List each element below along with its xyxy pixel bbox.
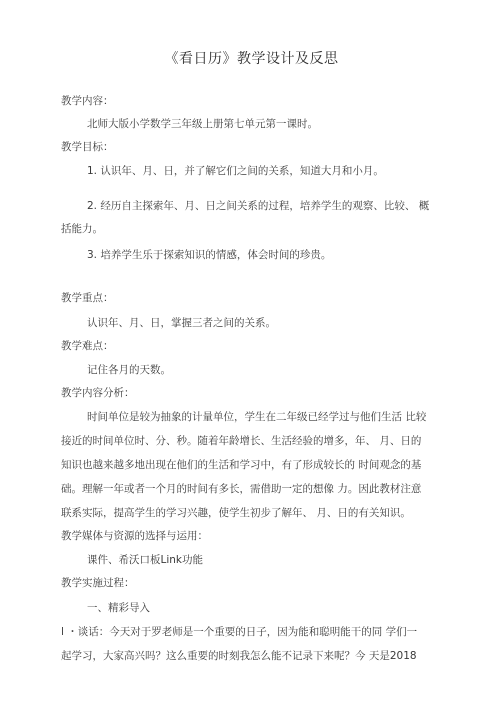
objective-item-2-cont: 括能力。 xyxy=(61,223,103,235)
section-heading-media: 教学媒体与资源的选择与运用： xyxy=(61,530,208,542)
objective-item-1: 1. 认识年、月、日，并了解它们之间的关系，知道大月和小月。 xyxy=(87,165,384,177)
section-heading-analysis: 教学内容分析： xyxy=(61,387,135,399)
section-heading-process: 教学实施过程： xyxy=(61,577,135,589)
paragraph-line: 联系实际，提高学生的学习兴趣，使学生初步了解年、 月、日的有关知识。 xyxy=(61,507,411,519)
paragraph-line: 认识年、月、日，掌握三者之间的关系。 xyxy=(87,317,276,329)
section-heading-difficulty: 教学难点： xyxy=(61,340,114,352)
paragraph-line: 北师大版小学数学三年级上册第七单元第一课时。 xyxy=(87,118,318,130)
subsection-heading: 一、精彩导入 xyxy=(87,602,150,614)
paragraph-line: 接近的时间单位时、分、秒。随着年龄增长、生活经验的增多，年、 月、日的 xyxy=(61,435,422,447)
paragraph-line: 记住各月的天数。 xyxy=(87,364,171,376)
paragraph-line: 知识也越来越多地出现在他们的生活和学习中，有了形成较长的 时间观念的基 xyxy=(61,459,422,471)
section-heading-content: 教学内容： xyxy=(61,95,114,107)
paragraph-line: 时间单位是较为抽象的计量单位，学生在二年级已经学过与他们生活 比较 xyxy=(87,411,427,423)
paragraph-line: 起学习，大家高兴吗？这么重要的时刻我怎么能不记录下来呢？今 天是2018 xyxy=(61,650,417,662)
paragraph-line: 础。理解一年或者一个月的时间有多长，需借助一定的想像 力。因此教材注意 xyxy=(61,483,422,495)
document-title: 《看日历》教学设计及反思 xyxy=(164,51,339,67)
section-heading-key-points: 教学重点： xyxy=(61,292,114,304)
paragraph-line: l ・谈话：今天对于罗老师是一个重要的日子，因为能和聪明能干的同 学们一 xyxy=(61,626,418,638)
paragraph-line: 课件、希沃口板Link功能 xyxy=(87,554,204,566)
objective-item-2: 2. 经历自主探索年、月、日之间关系的过程，培养学生的观察、比较、 概 xyxy=(87,200,430,212)
objective-item-3: 3. 培养学生乐于探索知识的情感，体会时间的珍贵。 xyxy=(87,249,332,261)
section-heading-objectives: 教学目标： xyxy=(61,141,114,153)
